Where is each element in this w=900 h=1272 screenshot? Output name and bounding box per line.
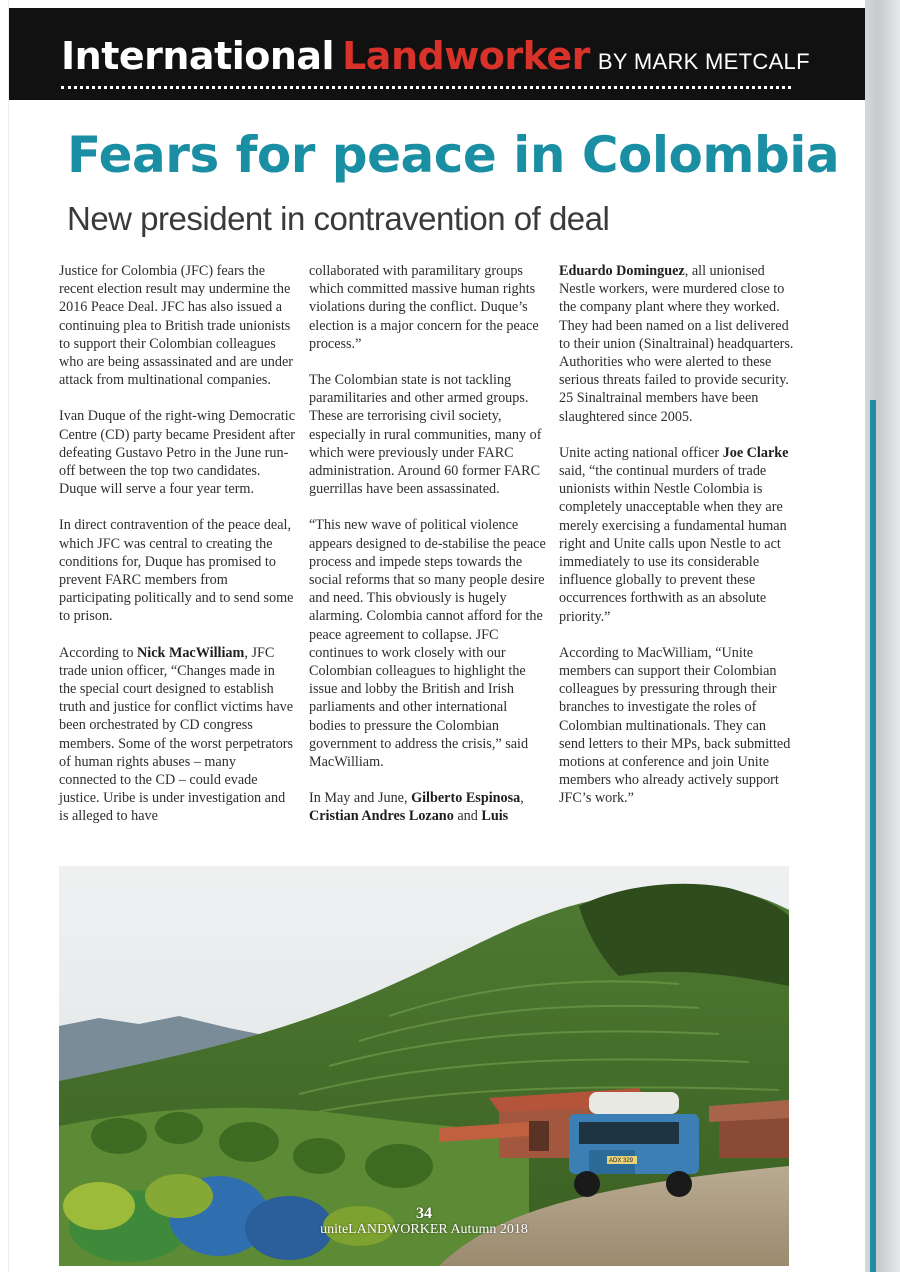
text-run: In May and June,	[309, 790, 412, 807]
text-run: and	[453, 808, 482, 825]
vehicle-plate: ADX 329	[609, 1158, 634, 1164]
page-edge-stripe	[870, 400, 876, 1272]
byline: BY MARK METCALF	[597, 49, 810, 74]
paragraph: The Colombian state is not tackling paramilitaries and other armed groups. These are terrorising civil society, especially in rural communities, many of which were previously under FARC administration. Around 60 former FARC guerrillas have been assassinated.	[309, 372, 542, 498]
paragraph	[59, 644, 295, 826]
article-column-1	[59, 262, 295, 844]
text-run: said, “the continual murders of trade unionists within Nestle Colombia is completely unacceptable when they are merely exercising a fundamental human right and Unite calls upon Nestle to act immediately to use its considerable influence globally to prevent these occurrences forthwith as an absolute priority.”	[559, 463, 787, 625]
magazine-spine	[862, 0, 900, 1272]
person-name: Gilberto Espinosa	[411, 790, 521, 807]
paragraph	[309, 789, 547, 825]
section-title-landworker: Landworker	[342, 34, 590, 78]
magazine-page	[8, 0, 865, 1272]
paragraph	[559, 444, 795, 626]
person-name: Luis	[481, 808, 509, 825]
text-run: Unite acting national officer	[559, 444, 723, 461]
page-footer	[309, 1206, 539, 1238]
person-name: Cristian Andres Lozano	[309, 808, 454, 825]
paragraph: collaborated with paramilitary groups which committed massive human rights violations during the conflict. Duque’s election is a major concern for the peace process.”	[309, 263, 539, 352]
page-number: 34	[416, 1205, 432, 1222]
header-dotted-rule	[61, 86, 791, 89]
paragraph: “This new wave of political violence appears designed to de-stabilise the peace process and impede steps towards the social reforms that so many people desire and need. This obviously is hugely alarming. Colombia cannot afford for the peace agreement to collapse. JFC continues to work closely with our Colombian colleagues to highlight the issue and lobby the British and Irish parliaments and other international bodies to pressure the Colombian government to address the crisis,” said MacWilliam.	[309, 517, 546, 771]
paragraph: Ivan Duque of the right-wing Democratic Centre (CD) party became President after defeating Gustavo Petro in the June run-off between the top two candidates. Duque will serve a four year term.	[59, 408, 295, 498]
paragraph	[559, 262, 795, 426]
text-run: , all unionised Nestle workers, were murdered close to the company plant where they worked. They had been named on a list delivered to their union (Sinaltrainal) headquarters. Authorities who were alerted to these serious threats failed to provide security. 25 Sinaltrainal members have been slaughtered since 2005.	[559, 263, 794, 425]
section-title	[61, 34, 810, 78]
article-column-2	[309, 262, 547, 844]
paragraph: In direct contravention of the peace deal, which JFC was central to creating the conditions for, Duque has promised to prevent FARC members from participating politically and to send some to prison.	[59, 517, 294, 625]
text-run: According to	[59, 644, 138, 661]
person-name: Joe Clarke	[722, 444, 789, 461]
text-run: ,	[520, 790, 524, 807]
person-name: Nick MacWilliam	[137, 644, 245, 661]
paragraph: Justice for Colombia (JFC) fears the recent election result may undermine the 2016 Peace Deal. JFC has also issued a continuing plea to British trade unionists to support their Colombian colleagues who are being assassinated and are under attack from multinational companies.	[59, 263, 294, 389]
person-name: Eduardo Dominguez	[559, 263, 685, 279]
paragraph: According to MacWilliam, “Unite members can support their Colombian colleagues by pressuring through their branches to investigate the roles of Colombian multinationals. They can send letters to their MPs, back submitted motions at conference and join Unite members who already actively support JFC’s work.”	[559, 644, 791, 807]
publication-name: uniteLANDWORKER Autumn 2018	[320, 1222, 528, 1237]
article-headline: Fears for peace in Colombia	[67, 126, 840, 184]
section-title-international: International	[61, 34, 335, 78]
article-column-3	[559, 262, 795, 826]
text-run: , JFC trade union officer, “Changes made in the special court designed to establish truth and justice for conflict victims have been orchestrated by CD congress members. Some of the worst perpetrators of human rights abuses – many connected to the CD – could evade justice. Uribe is under investigation and is alleged to have	[59, 644, 294, 825]
article-standfirst: New president in contravention of deal	[67, 200, 610, 237]
